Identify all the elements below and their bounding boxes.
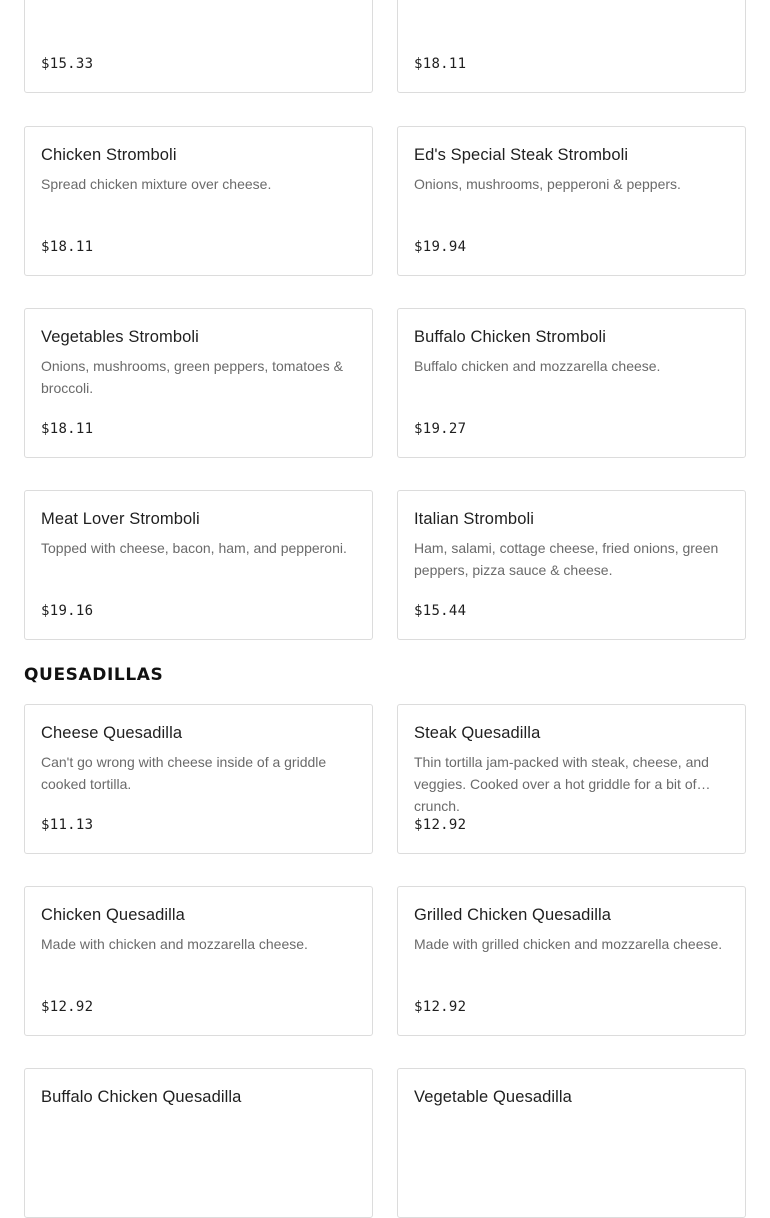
menu-item-name: Steak Quesadilla: [414, 724, 541, 742]
menu-item-card[interactable]: [24, 0, 373, 93]
menu-item-name: Meat Lover Stromboli: [41, 510, 200, 528]
menu-item-card[interactable]: [24, 1068, 373, 1218]
menu-item-price: $18.11: [41, 421, 94, 437]
menu-item-price: $15.44: [414, 603, 467, 619]
menu-item-price: $19.16: [41, 603, 94, 619]
menu-item-description: [414, 0, 731, 3]
menu-item-description: Onions, mushrooms, pepperoni & peppers.: [414, 176, 681, 192]
menu-item-card[interactable]: [24, 490, 373, 640]
menu-item-description: Thin tortilla jam-packed with steak, cheese, and veggies. Cooked over a hot griddle for a bit of crunch.: [414, 754, 709, 814]
menu-item-price: $18.11: [41, 239, 94, 255]
menu-item-card[interactable]: [397, 886, 746, 1036]
menu-item-card[interactable]: [24, 126, 373, 276]
menu-item-price: $18.11: [414, 56, 467, 72]
menu-item-price: $19.94: [414, 239, 467, 255]
menu-item-description: Made with chicken and mozzarella cheese.: [41, 936, 308, 952]
menu-item-card[interactable]: [397, 0, 746, 93]
section-title-quesadillas: QUESADILLAS: [24, 665, 164, 685]
menu-item-description: Made with grilled chicken and mozzarella cheese.: [414, 936, 723, 952]
menu-item-name: Grilled Chicken Quesadilla: [414, 906, 612, 924]
menu-item-price: $12.92: [41, 999, 94, 1015]
menu-item-price: $11.13: [41, 817, 94, 833]
menu-item-price: $12.92: [414, 999, 467, 1015]
menu-item-name: Chicken Stromboli: [41, 146, 177, 164]
menu-item-card[interactable]: [397, 490, 746, 640]
menu-item-name: Buffalo Chicken Stromboli: [414, 328, 607, 346]
menu-item-name: Ed's Special Steak Stromboli: [414, 146, 629, 164]
menu-item-description: Spread chicken mixture over cheese.: [41, 176, 272, 192]
menu-item-description: Topped with cheese, bacon, ham, and pepperoni.: [41, 540, 347, 556]
menu-item-card[interactable]: [397, 126, 746, 276]
menu-item-card[interactable]: [397, 308, 746, 458]
menu-item-name: Vegetable Quesadilla: [414, 1088, 572, 1106]
menu-item-name: Vegetables Stromboli: [41, 328, 199, 346]
menu-item-price: $15.33: [41, 56, 94, 72]
menu-item-price: $12.92: [414, 817, 467, 833]
menu-item-price: $19.27: [414, 421, 467, 437]
menu-item-name: Chicken Quesadilla: [41, 906, 185, 924]
menu-item-description: Onions, mushrooms, green peppers, tomatoes & broccoli.: [41, 358, 343, 396]
menu-item-name: Cheese Quesadilla: [41, 724, 183, 742]
menu-item-name: Italian Stromboli: [414, 510, 535, 528]
menu-item-description: Buffalo chicken and mozzarella cheese.: [414, 358, 661, 374]
menu-item-card[interactable]: [24, 308, 373, 458]
menu-item-description: Ham, salami, cottage cheese, fried onions, green peppers, pizza sauce & cheese.: [414, 540, 719, 578]
menu-item-description: Can't go wrong with cheese inside of a griddle cooked tortilla.: [41, 754, 327, 792]
menu-item-card[interactable]: [24, 886, 373, 1036]
menu-item-card[interactable]: [397, 704, 746, 854]
menu-item-card[interactable]: [24, 704, 373, 854]
menu-item-name: Buffalo Chicken Quesadilla: [41, 1088, 242, 1106]
menu-item-card[interactable]: [397, 1068, 746, 1218]
